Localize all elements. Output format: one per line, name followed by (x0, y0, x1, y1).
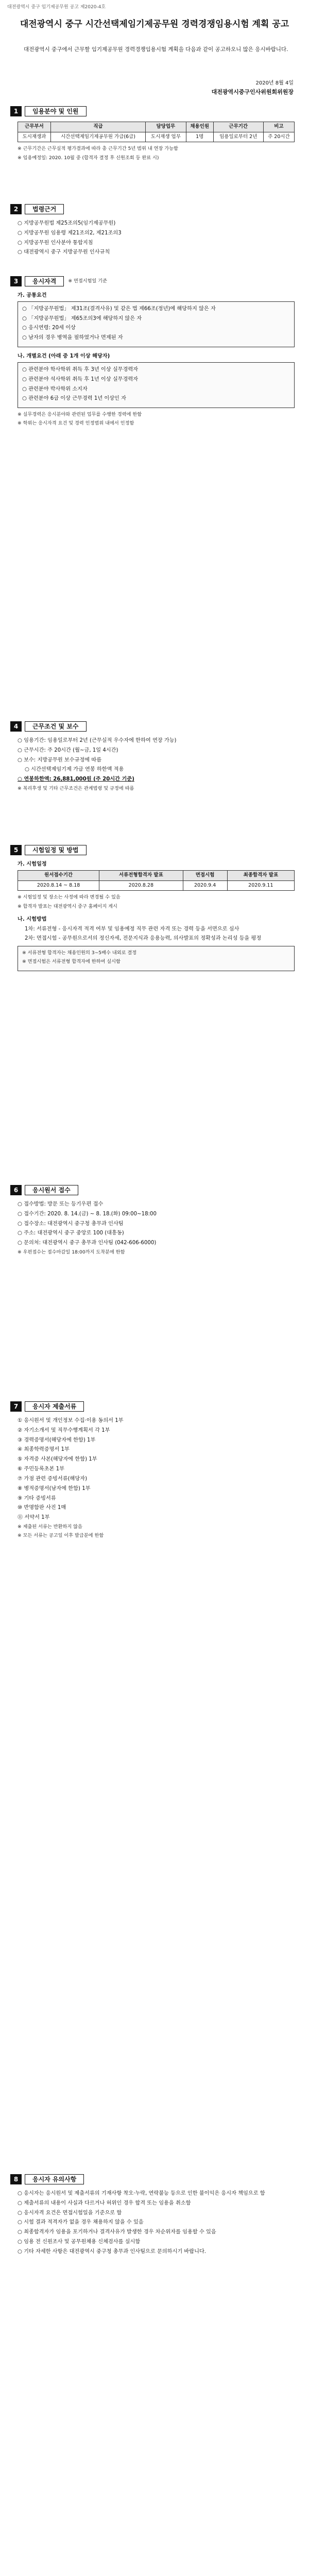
intro-text: 대전광역시 중구에서 근무할 임기제공무원 경력경쟁임용시험 계획을 다음과 같이 공고하오니 많은 응시바랍니다. (24, 46, 288, 53)
section-4-heading: 4 근무조건 및 보수 (10, 721, 87, 732)
section-4-body: ○ 임용기간: 임용일로부터 2년 (근무실적 우수자에 한하여 연장 가능) ○ 근무시간: 주 20시간 (월~금, 1일 4시간) ○ 보수: 지방공무원 보수규정에 따름 ○ 시간선택제임기제 가급 연봉 하한액 적용 ○ 연봉하한액: 26,881,000원 (주 20시간 기준) ※ 복리후생 및 기타 근무조건은 관계법령 및 규정에 따름 (18, 738, 177, 792)
section-8-body: ○ 응시자는 응시원서 및 제출서류의 기재사항 착오·누락, 연락불능 등으로 인한 불이익은 응시자 책임으로 함 ○ 제출서류의 내용이 사실과 다르거나 허위인 경우 합격 또는 임용을 취소함 ○ 응시자격 요건은 면접시험일을 기준으로 함 ○ 시험 결과 적격자가 없을 경우 채용하지 않을 수 있음 ○ 최종합격자가 임용을 포기하거나 결격사유가 발생한 경우 차순위자를 임용할 수 있음 ○ 임용 전 신원조사 및 공무원채용 신체검사를 실시함 ○ 기타 자세한 사항은 대전광역시 중구청 총무과 인사팀으로 문의하시기 바랍니다. (18, 2191, 265, 2255)
section-2-heading: 2 법령근거 (10, 204, 64, 214)
section-3-body: 가. 공통요건 ○ 「지방공무원법」 제31조(결격사유) 및 같은 법 제66조(정년)에 해당하지 않은 자 ○ 「지방공무원법」 제65조의3에 해당하지 않은 자 ○ 응시연령: 20세 이상 ○ 남자의 경우 병역을 필하였거나 면제된 자 나. 개별요건 (아래 중 1개 이상 해당자) ○ 관련분야 학사학위 취득 후 3년 이상 실무경력자 ○ 관련분야 석사학위 취득 후 1년 이상 실무경력자 ○ 관련분야 박사학위 소지자 ○ 관련분야 6급 이상 근무경력 1년 이상인 자 ※ 실무경력은 응시분야와 관련된 업무를 수행한 경력에 한함 ※ 학위는 응시자격 요건 및 경력 인정범위 내에서 인정함 (18, 292, 295, 429)
section-7-body: ① 응시원서 및 개인정보 수집·이용 동의서 1부 ② 자기소개서 및 직무수행계획서 각 1부 ③ 경력증명서(해당자에 한함) 1부 ④ 최종학력증명서 1부 ⑤ 자격증 사본(해당자에 한함) 1부 ⑥ 주민등록초본 1부 ⑦ 가점 관련 증빙서류(해당자) ⑧ 병적증명서(남자에 한함) 1부 ⑨ 기타 증빙서류 ⑩ 반명함판 사진 1매 ⑪ 서약서 1부 ※ 제출된 서류는 반환하지 않음 ※ 모든 서류는 공고일 이후 발급분에 한함 (18, 1418, 124, 1539)
section-5-heading: 5 시험일정 및 방법 (10, 845, 87, 855)
section-3-heading: 3 응시자격 ※ 면접시험일 기준 (10, 276, 107, 286)
section-1-body: 근무부서 직급 담당업무 채용인원 근무기간 비고 도시재생과 시간선택제임기제공무원 가급(6급) 도시재생 업무 1명 임용일로부터 2년 주 20시간 ※ 근무기간은 근무실적 평가결과에 따라 총 근무기간 5년 범위 내 연장 가능함 ※ 임용예정일: 2020. 10월 중 (합격자 결정 후 신원조회 등 완료 시) (18, 122, 295, 163)
table-row: 2020.8.14 ~ 8.18 2020.8.28 2020.9.4 2020.9.11 (18, 880, 295, 891)
header-note: 대전광역시 중구 임기제공무원 공고 제2020-4호 (7, 5, 106, 10)
table-row: 도시재생과 시간선택제임기제공무원 가급(6급) 도시재생 업무 1명 임용일로부터 2년 주 20시간 (18, 132, 295, 142)
notice-date: 2020년 8월 4일 (255, 80, 294, 86)
positions-table: 근무부서 직급 담당업무 채용인원 근무기간 비고 도시재생과 시간선택제임기제공무원 가급(6급) 도시재생 업무 1명 임용일로부터 2년 주 20시간 (18, 122, 295, 142)
section-6-heading: 6 응시원서 접수 (10, 1185, 78, 1195)
section-7-heading: 7 응시자 제출서류 (10, 1401, 84, 1412)
issuing-org: 대전광역시중구인사위원회위원장 (211, 89, 294, 95)
page-title: 대전광역시 중구 시간선택제임기제공무원 경력경쟁임용시험 계획 공고 (20, 19, 289, 29)
section-8-heading: 8 응시자 유의사항 (10, 2174, 84, 2184)
section-6-body: ○ 접수방법: 방문 또는 등기우편 접수 ○ 접수기간: 2020. 8. 14.(금) ~ 8. 18.(화) 09:00~18:00 ○ 접수장소: 대전광역시 중구청 총무과 인사팀 ○ 주소: 대전광역시 중구 중앙로 100 (대흥동) ○ 문의처: 대전광역시 중구 총무과 인사팀 (042-606-6000) ※ 우편접수는 접수마감일 18:00까지 도착분에 한함 (18, 1201, 157, 1256)
schedule-table: 원서접수기간 서류전형합격자 발표 면접시험 최종합격자 발표 2020.8.14 ~ 8.18 2020.8.28 2020.9.4 2020.9.11 (18, 870, 295, 891)
section-5-body: 가. 시험일정 원서접수기간 서류전형합격자 발표 면접시험 최종합격자 발표 2020.8.14 ~ 8.18 2020.8.28 2020.9.4 2020.9.11 ※ 시험일정 및 장소는 사정에 따라 변경될 수 있음 ※ 합격자 발표는 대전광역시 중구 홈페이지 게시 나. 시험방법 1차: 서류전형 - 응시자격 적격 여부 및 임용예정 직무 관련 자격 또는 경력 등을 서면으로 심사 2차: 면접시험 - 공무원으로서의 정신자세, 전문지식과 응용능력, 의사발표의 정확성과 논리성 등을 평정 ※ 서류전형 합격자는 채용인원의 3~5배수 내외로 결정 ※ 면접시험은 서류전형 합격자에 한하여 실시함 (18, 860, 295, 971)
section-2-body: ○ 지방공무원법 제25조의5(임기제공무원) ○ 지방공무원 임용령 제21조의2, 제21조의3 ○ 지방공무원 인사분야 통합지침 ○ 대전광역시 중구 지방공무원 인사규칙 (18, 221, 122, 256)
section-1-heading: 1 임용분야 및 인원 (10, 106, 87, 116)
